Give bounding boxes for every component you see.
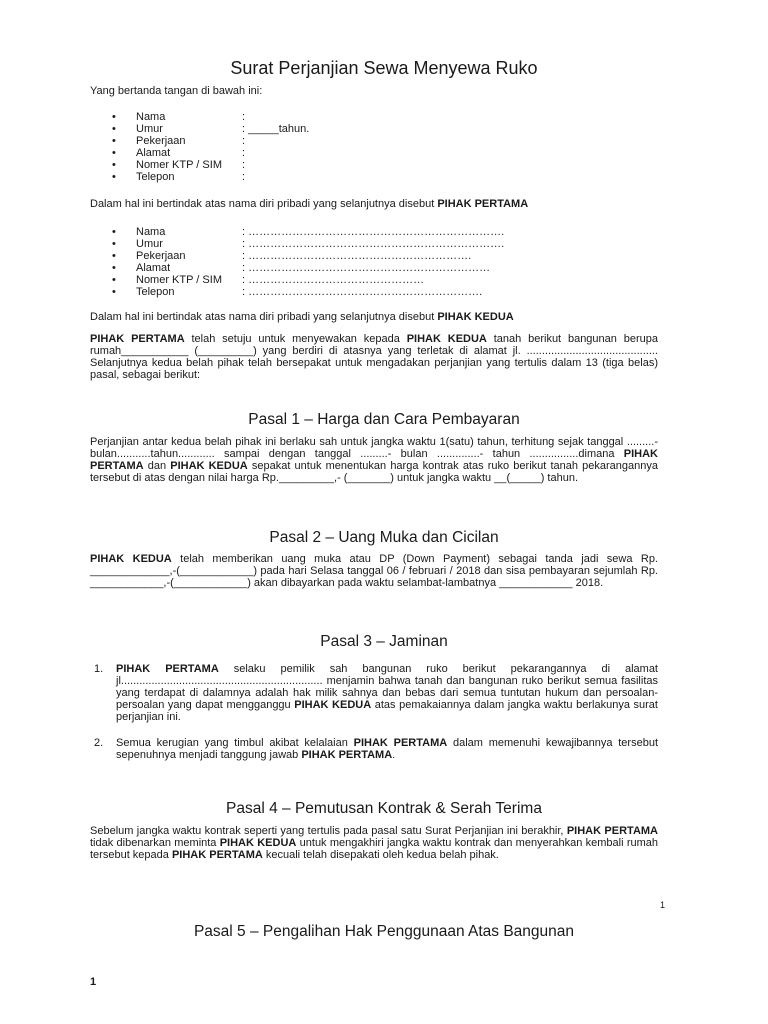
agreement-paragraph: PIHAK PERTAMA telah setuju untuk menyewakan kepada PIHAK KEDUA tanah berikut bangunan berupa rumah___________ (_________) yang berdiri di atasnya yang terletak di alamat jl. ........................................... Selanjutnya kedua belah pihak telah bersepakat untuk mengadakan perjanjian yang tertulis dalam 13 (tiga belas) pasal, sebagai berikut: [90, 333, 658, 381]
list-item [112, 135, 672, 147]
field-value: : ……………………………………………………………. [242, 226, 505, 238]
party2-fields [112, 226, 672, 298]
pasal3-item-1: 1. PIHAK PERTAMA selaku pemilik sah bangunan ruko berikut pekarangannya di alamat jl.................................................................. menjamin bahwa tanah dan bangunan ruko berikut semua fasilitas yang terdapat di dalamnya adalah hak milik sahnya dan bebas dari semua tuntutan hukum dan persoalan-persoalan yang dapat mengganggu PIHAK KEDUA atas pemakaiannya dalam jangka waktu berlakunya surat perjanjian ini. [94, 663, 658, 723]
party-name: PIHAK PERTAMA [90, 333, 185, 345]
field-value: : [242, 171, 246, 183]
bullet-icon: • [112, 135, 116, 147]
bullet-icon: • [112, 286, 116, 298]
list-item [112, 171, 672, 183]
list-item [112, 274, 672, 286]
field-value: : [242, 147, 246, 159]
field-label: Telepon [136, 286, 175, 298]
pasal3-item-2: 2. Semua kerugian yang timbul akibat kelalaian PIHAK PERTAMA dalam memenuhi kewajibannya tersebut sepenuhnya menjadi tanggung jawab PIHAK PERTAMA. [94, 737, 658, 761]
bullet-icon: • [112, 274, 116, 286]
bullet-icon: • [112, 171, 116, 183]
field-label: Nomer KTP / SIM [136, 159, 222, 171]
pasal2-heading: Pasal 2 – Uang Muka dan Cicilan [269, 529, 499, 546]
field-value: : [242, 111, 246, 123]
party-name: PIHAK PERTAMA [301, 749, 393, 761]
party1-fields [112, 111, 672, 183]
field-label: Pekerjaan [136, 135, 186, 147]
bullet-icon: • [112, 123, 116, 135]
pasal4-heading: Pasal 4 – Pemutusan Kontrak & Serah Terima [226, 800, 542, 817]
party-name: PIHAK PERTAMA [353, 737, 448, 749]
field-value: : [242, 135, 246, 147]
pasal2-body: PIHAK KEDUA telah memberikan uang muka atau DP (Down Payment) sebagai tanda jadi sewa Rp. _____________,-(____________) pada hari Selasa tanggal 06 / februari / 2018 dan sisa pembayaran sejumlah Rp. ____________,-(____________) akan dibayarkan pada waktu selambat-lambatnya ____________ 2018. [90, 553, 658, 589]
party-name: PIHAK KEDUA [219, 837, 297, 849]
party1-statement: Dalam hal ini bertindak atas nama diri pribadi yang selanjutnya disebut PIHAK PERTAMA [90, 198, 529, 210]
pasal1-body: Perjanjian antar kedua belah pihak ini berlaku sah untuk jangka waktu 1(satu) tahun, terhitung sejak tanggal .........- bulan...........tahun............ sampai dengan tanggal .........- bulan ..............- tahun ................dimana PIHAK PERTAMA dan PIHAK KEDUA sepakat untuk menentukan harga kontrak atas ruko berikut tanah pekarangannya tersebut di atas dengan nilai harga Rp._________,- (_______) untuk jangka waktu __(_____) tahun. [90, 436, 658, 484]
bullet-icon: • [112, 250, 116, 262]
field-value: : ……………………………………………………………. [242, 238, 505, 250]
field-label: Umur [136, 123, 163, 135]
field-value: : ………………………………………………………. [242, 286, 483, 298]
bullet-icon: • [112, 226, 116, 238]
party-name: PIHAK KEDUA [406, 333, 487, 345]
field-label: Nama [136, 226, 166, 238]
party-name: PIHAK KEDUA [170, 460, 248, 472]
bullet-icon: • [112, 238, 116, 250]
party-name: PIHAK KEDUA [90, 553, 172, 565]
list-item [112, 286, 672, 298]
page-number-footer: 1 [90, 976, 97, 988]
bullet-icon: • [112, 159, 116, 171]
pasal1-heading: Pasal 1 – Harga dan Cara Pembayaran [248, 411, 520, 428]
list-item [112, 262, 672, 274]
party-name: PIHAK PERTAMA [566, 825, 658, 837]
field-value: : ……………………………………………………. [242, 250, 472, 262]
field-label: Nama [136, 111, 166, 123]
field-label: Alamat [136, 262, 171, 274]
list-item [112, 250, 672, 262]
field-label: Pekerjaan [136, 250, 186, 262]
list-item [112, 123, 672, 135]
pasal3-heading: Pasal 3 – Jaminan [320, 633, 448, 650]
bullet-icon: • [112, 111, 116, 123]
pasal4-body: Sebelum jangka waktu kontrak seperti yang tertulis pada pasal satu Surat Perjanjian ini berakhir, PIHAK PERTAMA tidak dibenarkan meminta PIHAK KEDUA untuk mengakhiri jangka waktu kontrak dan menyerahkan kembali rumah tersebut kepada PIHAK PERTAMA kecuali telah disepakati oleh kedua belah pihak. [90, 825, 658, 861]
page-number: 1 [660, 900, 666, 910]
bullet-icon: • [112, 147, 116, 159]
list-item [112, 226, 672, 238]
pasal5-heading: Pasal 5 – Pengalihan Hak Penggunaan Atas Bangunan [193, 923, 575, 940]
party-name: PIHAK KEDUA [294, 699, 372, 711]
document-title: Surat Perjanjian Sewa Menyewa Ruko [230, 58, 538, 78]
list-item [112, 159, 672, 171]
party-name: PIHAK PERTAMA [116, 663, 219, 675]
party2-statement: Dalam hal ini bertindak atas nama diri pribadi yang selanjutnya disebut PIHAK KEDUA [90, 311, 514, 323]
field-value: : _____tahun. [242, 123, 310, 135]
field-label: Telepon [136, 171, 175, 183]
party-name: PIHAK PERTAMA [171, 849, 263, 861]
field-value: : [242, 159, 246, 171]
field-label: Umur [136, 238, 163, 250]
field-label: Alamat [136, 147, 171, 159]
party-name: PIHAK PERTAMA [90, 448, 658, 472]
field-value: : ………………………………………………………… [242, 262, 491, 274]
list-item [112, 147, 672, 159]
list-item [112, 111, 672, 123]
field-value: : ………………………………………… [242, 274, 425, 286]
field-label: Nomer KTP / SIM [136, 274, 222, 286]
intro-text: Yang bertanda tangan di bawah ini: [90, 85, 263, 97]
list-item [112, 238, 672, 250]
bullet-icon: • [112, 262, 116, 274]
